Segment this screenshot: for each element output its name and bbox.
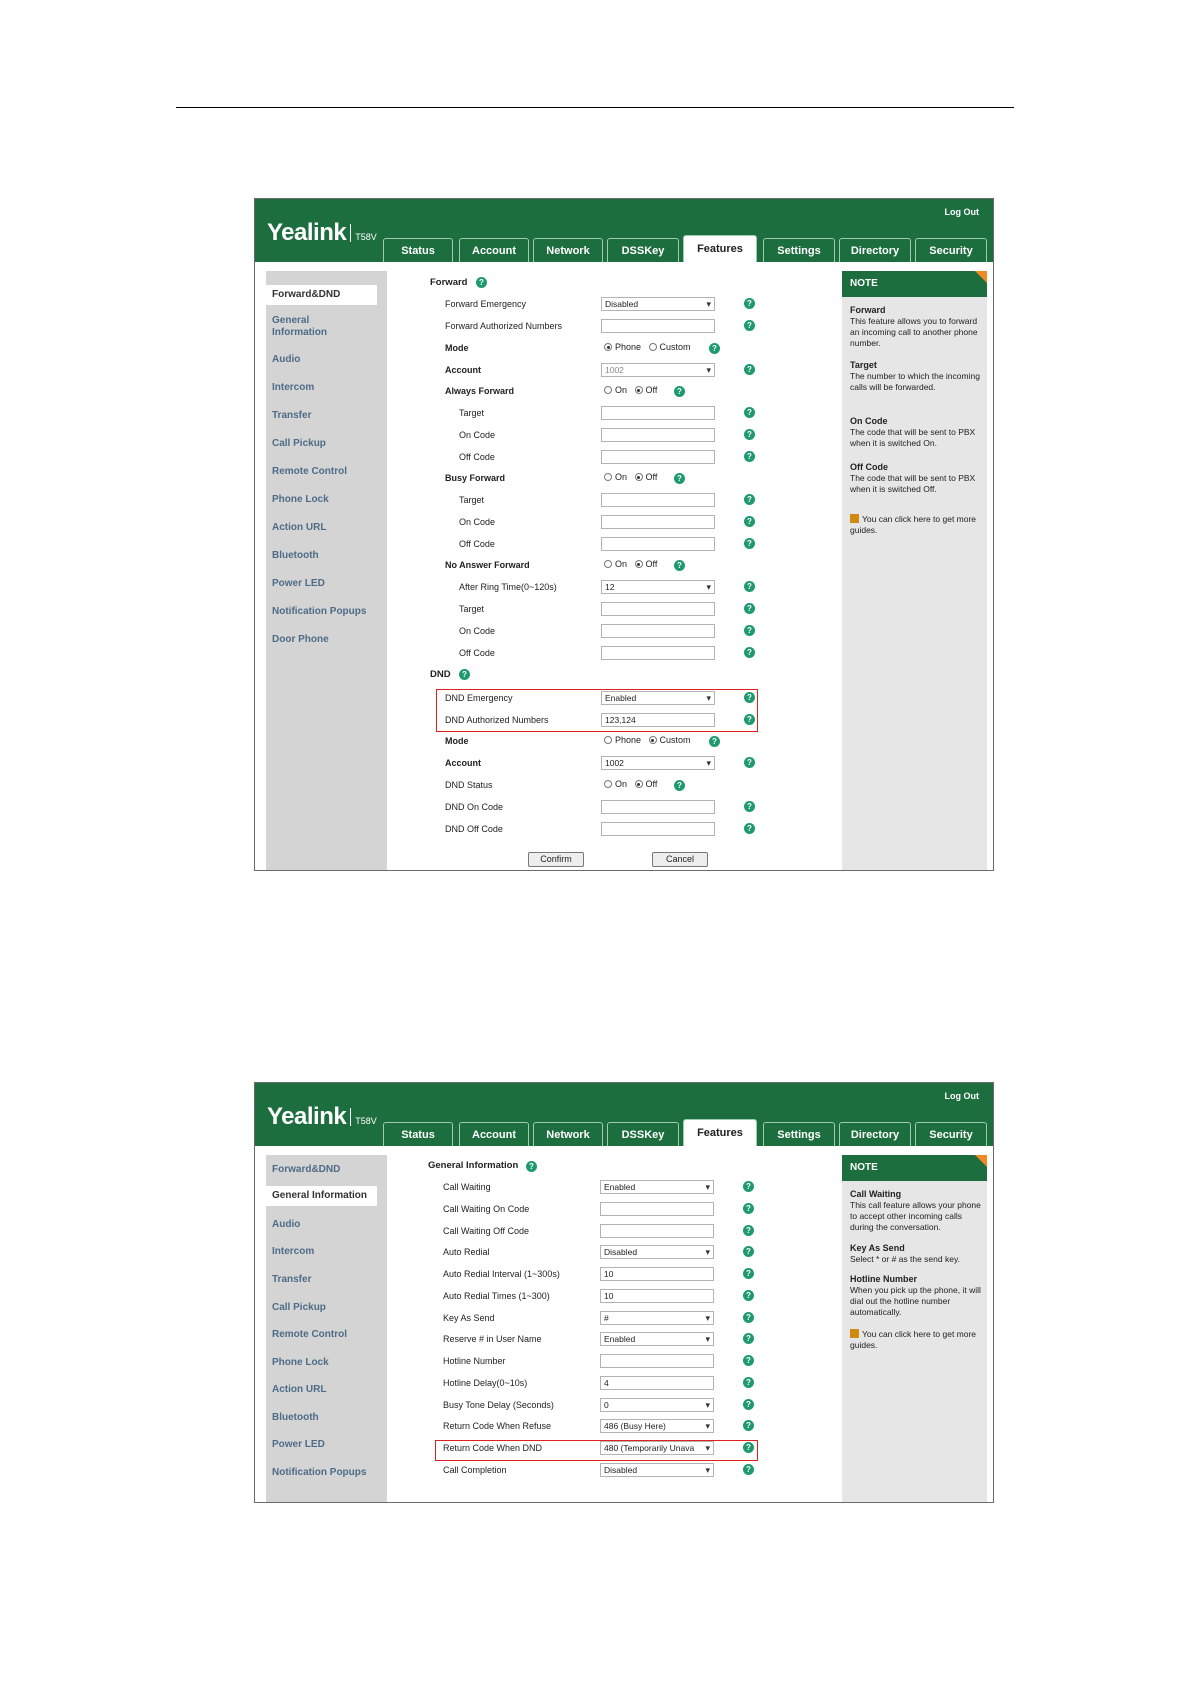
tab-features[interactable]: Features bbox=[683, 1119, 757, 1146]
always-forward-off-code-input[interactable] bbox=[601, 450, 715, 464]
nav-phone-lock[interactable]: Phone Lock bbox=[272, 1357, 329, 1368]
note-title: NOTE bbox=[842, 271, 987, 297]
question-circle-icon[interactable]: ? bbox=[744, 714, 755, 725]
top-header bbox=[255, 199, 993, 262]
busy-forward-target-input[interactable] bbox=[601, 493, 715, 507]
busy-forward-on-label: On bbox=[615, 472, 628, 482]
nav-bluetooth[interactable]: Bluetooth bbox=[272, 550, 319, 561]
cancel-button[interactable]: Cancel bbox=[652, 852, 708, 867]
row-label: Auto Redial Interval (1~300s) bbox=[443, 1269, 560, 1279]
note-corner-decoration bbox=[975, 271, 987, 283]
no-answer-on-label: On bbox=[615, 559, 628, 569]
book-icon bbox=[850, 1329, 859, 1338]
question-circle-icon[interactable]: ? bbox=[743, 1377, 754, 1388]
tab-directory[interactable]: Directory bbox=[839, 1122, 911, 1146]
question-circle-icon[interactable]: ? bbox=[744, 429, 755, 440]
busy-forward-off-code-label: Off Code bbox=[459, 539, 495, 549]
note-guide-link[interactable]: You can click here to get more guides. bbox=[850, 514, 977, 535]
question-circle-icon[interactable]: ? bbox=[744, 603, 755, 614]
dnd-mode-radio-group bbox=[604, 735, 691, 745]
busy-forward-off-radio[interactable] bbox=[635, 473, 643, 481]
dnd-status-on-radio[interactable] bbox=[604, 780, 612, 788]
forward-authorized-input[interactable] bbox=[601, 319, 715, 333]
ring-time-select[interactable]: 12 ▾ bbox=[601, 580, 715, 594]
always-forward-target-label: Target bbox=[459, 408, 485, 418]
top-header bbox=[255, 1083, 993, 1146]
return-code-dnd-highlight-box bbox=[435, 1440, 758, 1461]
row-label: Return Code When Refuse bbox=[443, 1421, 552, 1431]
question-circle-icon[interactable]: ? bbox=[744, 320, 755, 331]
forward-emergency-label: Forward Emergency bbox=[445, 299, 527, 309]
nav-remote-control[interactable]: Remote Control bbox=[272, 1329, 347, 1340]
no-answer-off-radio[interactable] bbox=[635, 560, 643, 568]
row-select[interactable]: Enabled ▾ bbox=[600, 1332, 714, 1346]
question-circle-icon[interactable]: ? bbox=[743, 1290, 754, 1301]
row-label: Call Waiting On Code bbox=[443, 1204, 530, 1214]
dnd-mode-custom-label: Custom bbox=[659, 735, 691, 745]
nav-audio[interactable]: Audio bbox=[272, 354, 301, 365]
nav-power-led[interactable]: Power LED bbox=[272, 578, 325, 589]
dnd-mode-phone-label: Phone bbox=[615, 735, 642, 745]
question-circle-icon[interactable]: ? bbox=[709, 343, 720, 354]
row-label: Call Waiting bbox=[443, 1182, 491, 1192]
row-select[interactable]: 0 ▾ bbox=[600, 1398, 714, 1412]
yealink-logo: Yealink T58V bbox=[267, 1103, 377, 1130]
dnd-status-off-label: Off bbox=[645, 779, 658, 789]
row-label: Return Code When DND bbox=[443, 1443, 543, 1453]
row-label: Reserve # in User Name bbox=[443, 1334, 542, 1344]
tab-account[interactable]: Account bbox=[459, 238, 529, 262]
row-label: Call Completion bbox=[443, 1465, 507, 1475]
nav-bluetooth[interactable]: Bluetooth bbox=[272, 1412, 319, 1423]
ring-time-label: After Ring Time(0~120s) bbox=[459, 582, 557, 592]
busy-forward-off-code-input[interactable] bbox=[601, 537, 715, 551]
tab-status[interactable]: Status bbox=[383, 238, 453, 262]
nav-transfer[interactable]: Transfer bbox=[272, 410, 312, 421]
logout-link[interactable]: Log Out bbox=[944, 207, 979, 217]
row-label: Call Waiting Off Code bbox=[443, 1226, 530, 1236]
dnd-off-code-label: DND Off Code bbox=[445, 824, 503, 834]
no-answer-on-radio[interactable] bbox=[604, 560, 612, 568]
tab-dsskey[interactable]: DSSKey bbox=[607, 238, 679, 262]
nav-call-pickup[interactable]: Call Pickup bbox=[272, 438, 326, 449]
nav-call-pickup[interactable]: Call Pickup bbox=[272, 1302, 326, 1313]
question-circle-icon[interactable]: ? bbox=[744, 364, 755, 375]
row-input[interactable] bbox=[600, 1354, 714, 1368]
mode-label: Mode bbox=[445, 343, 469, 353]
always-forward-on-label: On bbox=[615, 385, 628, 395]
forward-authorized-label: Forward Authorized Numbers bbox=[445, 321, 563, 331]
question-circle-icon[interactable]: ? bbox=[743, 1333, 754, 1344]
tab-dsskey[interactable]: DSSKey bbox=[607, 1122, 679, 1146]
nav-general-information[interactable]: General Information bbox=[272, 315, 327, 338]
dnd-status-off-radio[interactable] bbox=[635, 780, 643, 788]
question-circle-icon[interactable]: ? bbox=[743, 1399, 754, 1410]
always-forward-on-code-label: On Code bbox=[459, 430, 496, 440]
nav-door-phone[interactable]: Door Phone bbox=[272, 634, 329, 645]
busy-forward-on-code-label: On Code bbox=[459, 517, 496, 527]
question-circle-icon[interactable]: ? bbox=[743, 1420, 754, 1431]
tab-security[interactable]: Security bbox=[915, 238, 987, 262]
always-forward-label: Always Forward bbox=[445, 386, 515, 396]
book-icon bbox=[850, 514, 859, 523]
question-circle-icon[interactable]: ? bbox=[674, 386, 685, 397]
question-circle-icon[interactable]: ? bbox=[744, 516, 755, 527]
row-select[interactable]: Disabled ▾ bbox=[600, 1463, 714, 1477]
always-forward-on-radio[interactable] bbox=[604, 386, 612, 394]
tab-network[interactable]: Network bbox=[533, 238, 603, 262]
note-on-code: On Code The code that will be sent to PBX when it is switched On. bbox=[850, 416, 976, 448]
nav-general-information[interactable]: General Information bbox=[265, 1186, 377, 1206]
row-label: Hotline Number bbox=[443, 1356, 506, 1366]
tab-settings[interactable]: Settings bbox=[763, 1122, 835, 1146]
row-select[interactable]: Disabled ▾ bbox=[600, 1245, 714, 1259]
nav-remote-control[interactable]: Remote Control bbox=[272, 466, 347, 477]
question-circle-icon[interactable]: ? bbox=[744, 823, 755, 834]
note-panel bbox=[842, 1155, 987, 1502]
dnd-section-title: DND bbox=[430, 669, 451, 680]
tab-features[interactable]: Features bbox=[683, 235, 757, 262]
row-select[interactable]: 480 (Temporarily Unava ▾ bbox=[600, 1441, 714, 1455]
dnd-mode-custom-radio[interactable] bbox=[649, 736, 657, 744]
busy-forward-radio-group bbox=[604, 472, 657, 482]
dnd-status-radio-group bbox=[604, 779, 657, 789]
dnd-emergency-label: DND Emergency bbox=[445, 693, 513, 703]
question-circle-icon[interactable]: ? bbox=[744, 757, 755, 768]
no-answer-target-input[interactable] bbox=[601, 602, 715, 616]
question-circle-icon[interactable]: ? bbox=[744, 801, 755, 812]
dnd-status-on-label: On bbox=[615, 779, 628, 789]
question-circle-icon[interactable]: ? bbox=[744, 692, 755, 703]
nav-transfer[interactable]: Transfer bbox=[272, 1274, 312, 1285]
busy-forward-target-label: Target bbox=[459, 495, 485, 505]
always-forward-target-input[interactable] bbox=[601, 406, 715, 420]
nav-action-url[interactable]: Action URL bbox=[272, 522, 327, 533]
question-circle-icon[interactable]: ? bbox=[743, 1203, 754, 1214]
always-forward-off-code-label: Off Code bbox=[459, 452, 495, 462]
row-label: Auto Redial bbox=[443, 1247, 490, 1257]
no-answer-on-code-input[interactable] bbox=[601, 624, 715, 638]
dnd-status-label: DND Status bbox=[445, 780, 493, 790]
note-guide-link[interactable]: You can click here to get more guides. bbox=[850, 1329, 977, 1350]
nav-forward-dnd[interactable]: Forward&DND bbox=[272, 1164, 341, 1175]
question-circle-icon[interactable]: ? bbox=[459, 669, 470, 680]
note-key-as-send: Key As Send Select * or # as the send key. bbox=[850, 1243, 960, 1264]
question-circle-icon[interactable]: ? bbox=[743, 1442, 754, 1453]
busy-forward-label: Busy Forward bbox=[445, 473, 506, 483]
busy-forward-on-code-input[interactable] bbox=[601, 515, 715, 529]
no-answer-off-code-label: Off Code bbox=[459, 648, 495, 658]
screenshot-forward-dnd bbox=[254, 198, 994, 871]
dnd-authorized-input[interactable]: 123,124 bbox=[601, 713, 715, 727]
dnd-off-code-input[interactable] bbox=[601, 822, 715, 836]
mode-custom-label: Custom bbox=[659, 342, 691, 352]
note-off-code: Off Code The code that will be sent to PBX when it is switched Off. bbox=[850, 462, 976, 494]
nav-intercom[interactable]: Intercom bbox=[272, 1246, 315, 1257]
question-circle-icon[interactable]: ? bbox=[476, 277, 487, 288]
page-header-rule bbox=[176, 107, 1014, 108]
question-circle-icon[interactable]: ? bbox=[674, 560, 685, 571]
row-label: Hotline Delay(0~10s) bbox=[443, 1378, 528, 1388]
dnd-authorized-label: DND Authorized Numbers bbox=[445, 715, 549, 725]
row-label: Busy Tone Delay (Seconds) bbox=[443, 1400, 554, 1410]
question-circle-icon[interactable]: ? bbox=[526, 1161, 537, 1172]
mode-custom-radio[interactable] bbox=[649, 343, 657, 351]
dnd-on-code-label: DND On Code bbox=[445, 802, 504, 812]
question-circle-icon[interactable]: ? bbox=[743, 1355, 754, 1366]
question-circle-icon[interactable]: ? bbox=[743, 1268, 754, 1279]
row-select[interactable]: 486 (Busy Here) ▾ bbox=[600, 1419, 714, 1433]
always-forward-off-radio[interactable] bbox=[635, 386, 643, 394]
tab-status[interactable]: Status bbox=[383, 1122, 453, 1146]
no-answer-forward-radio-group bbox=[604, 559, 657, 569]
row-input[interactable] bbox=[600, 1224, 714, 1238]
question-circle-icon[interactable]: ? bbox=[744, 298, 755, 309]
question-circle-icon[interactable]: ? bbox=[709, 736, 720, 747]
question-circle-icon[interactable]: ? bbox=[744, 581, 755, 592]
nav-forward-dnd[interactable]: Forward&DND bbox=[265, 285, 377, 305]
tab-network[interactable]: Network bbox=[533, 1122, 603, 1146]
dnd-on-code-input[interactable] bbox=[601, 800, 715, 814]
nav-action-url[interactable]: Action URL bbox=[272, 1384, 327, 1395]
row-label: Key As Send bbox=[443, 1313, 495, 1323]
no-answer-off-code-input[interactable] bbox=[601, 646, 715, 660]
mode-radio-group bbox=[604, 342, 691, 352]
logout-link[interactable]: Log Out bbox=[944, 1091, 979, 1101]
question-circle-icon[interactable]: ? bbox=[744, 494, 755, 505]
forward-emergency-select[interactable]: Disabled ▾ bbox=[601, 297, 715, 311]
dnd-account-select[interactable]: 1002 ▾ bbox=[601, 756, 715, 770]
no-answer-target-label: Target bbox=[459, 604, 485, 614]
question-circle-icon[interactable]: ? bbox=[744, 625, 755, 636]
account-label: Account bbox=[445, 365, 481, 375]
note-corner-decoration bbox=[975, 1155, 987, 1167]
note-title: NOTE bbox=[842, 1155, 987, 1181]
busy-forward-on-radio[interactable] bbox=[604, 473, 612, 481]
mode-phone-label: Phone bbox=[615, 342, 642, 352]
note-hotline-number: Hotline Number When you pick up the phone, it will dial out the hotline number automatically. bbox=[850, 1274, 981, 1317]
tab-directory[interactable]: Directory bbox=[839, 238, 911, 262]
tab-settings[interactable]: Settings bbox=[763, 238, 835, 262]
note-call-waiting: Call Waiting This call feature allows your phone to accept other incoming calls during the conversation. bbox=[850, 1189, 981, 1232]
row-input[interactable]: 10 bbox=[600, 1289, 714, 1303]
question-circle-icon[interactable]: ? bbox=[743, 1246, 754, 1257]
forward-section-title: Forward bbox=[430, 277, 468, 288]
dnd-mode-label: Mode bbox=[445, 736, 469, 746]
note-forward: Forward This feature allows you to forward an incoming call to another phone number. bbox=[850, 305, 978, 348]
dnd-account-label: Account bbox=[445, 758, 481, 768]
question-circle-icon[interactable]: ? bbox=[674, 780, 685, 791]
dnd-emergency-select[interactable]: Enabled ▾ bbox=[601, 691, 715, 705]
confirm-button[interactable]: Confirm bbox=[528, 852, 584, 867]
question-circle-icon[interactable]: ? bbox=[743, 1464, 754, 1475]
always-forward-on-code-input[interactable] bbox=[601, 428, 715, 442]
mode-phone-radio[interactable] bbox=[604, 343, 612, 351]
row-input[interactable] bbox=[600, 1202, 714, 1216]
general-information-title: General Information bbox=[428, 1160, 519, 1171]
yealink-logo: Yealink T58V bbox=[267, 219, 377, 246]
nav-notification-popups[interactable]: Notification Popups bbox=[272, 1467, 367, 1478]
busy-forward-off-label: Off bbox=[645, 472, 658, 482]
always-forward-radio-group bbox=[604, 385, 657, 395]
nav-notification-popups[interactable]: Notification Popups bbox=[272, 606, 367, 617]
question-circle-icon[interactable]: ? bbox=[744, 538, 755, 549]
content-area bbox=[255, 262, 993, 870]
question-circle-icon[interactable]: ? bbox=[674, 473, 685, 484]
row-select[interactable]: # ▾ bbox=[600, 1311, 714, 1325]
question-circle-icon[interactable]: ? bbox=[744, 407, 755, 418]
tab-security[interactable]: Security bbox=[915, 1122, 987, 1146]
note-target: Target The number to which the incoming calls will be forwarded. bbox=[850, 360, 980, 392]
no-answer-on-code-label: On Code bbox=[459, 626, 496, 636]
nav-power-led[interactable]: Power LED bbox=[272, 1439, 325, 1450]
note-panel bbox=[842, 271, 987, 870]
no-answer-off-label: Off bbox=[645, 559, 658, 569]
screenshot-general-information bbox=[254, 1082, 994, 1503]
nav-audio[interactable]: Audio bbox=[272, 1219, 301, 1230]
content-area bbox=[255, 1146, 993, 1502]
row-label: Auto Redial Times (1~300) bbox=[443, 1291, 550, 1301]
row-select[interactable]: Enabled ▾ bbox=[600, 1180, 714, 1194]
question-circle-icon[interactable]: ? bbox=[743, 1312, 754, 1323]
question-circle-icon[interactable]: ? bbox=[744, 647, 755, 658]
question-circle-icon[interactable]: ? bbox=[743, 1181, 754, 1192]
no-answer-forward-label: No Answer Forward bbox=[445, 560, 530, 570]
dnd-mode-phone-radio[interactable] bbox=[604, 736, 612, 744]
question-circle-icon[interactable]: ? bbox=[743, 1225, 754, 1236]
always-forward-off-label: Off bbox=[645, 385, 658, 395]
nav-intercom[interactable]: Intercom bbox=[272, 382, 315, 393]
row-input[interactable]: 10 bbox=[600, 1267, 714, 1281]
account-select[interactable]: 1002 ▾ bbox=[601, 363, 715, 377]
question-circle-icon[interactable]: ? bbox=[744, 451, 755, 462]
tab-account[interactable]: Account bbox=[459, 1122, 529, 1146]
nav-phone-lock[interactable]: Phone Lock bbox=[272, 494, 329, 505]
row-input[interactable]: 4 bbox=[600, 1376, 714, 1390]
